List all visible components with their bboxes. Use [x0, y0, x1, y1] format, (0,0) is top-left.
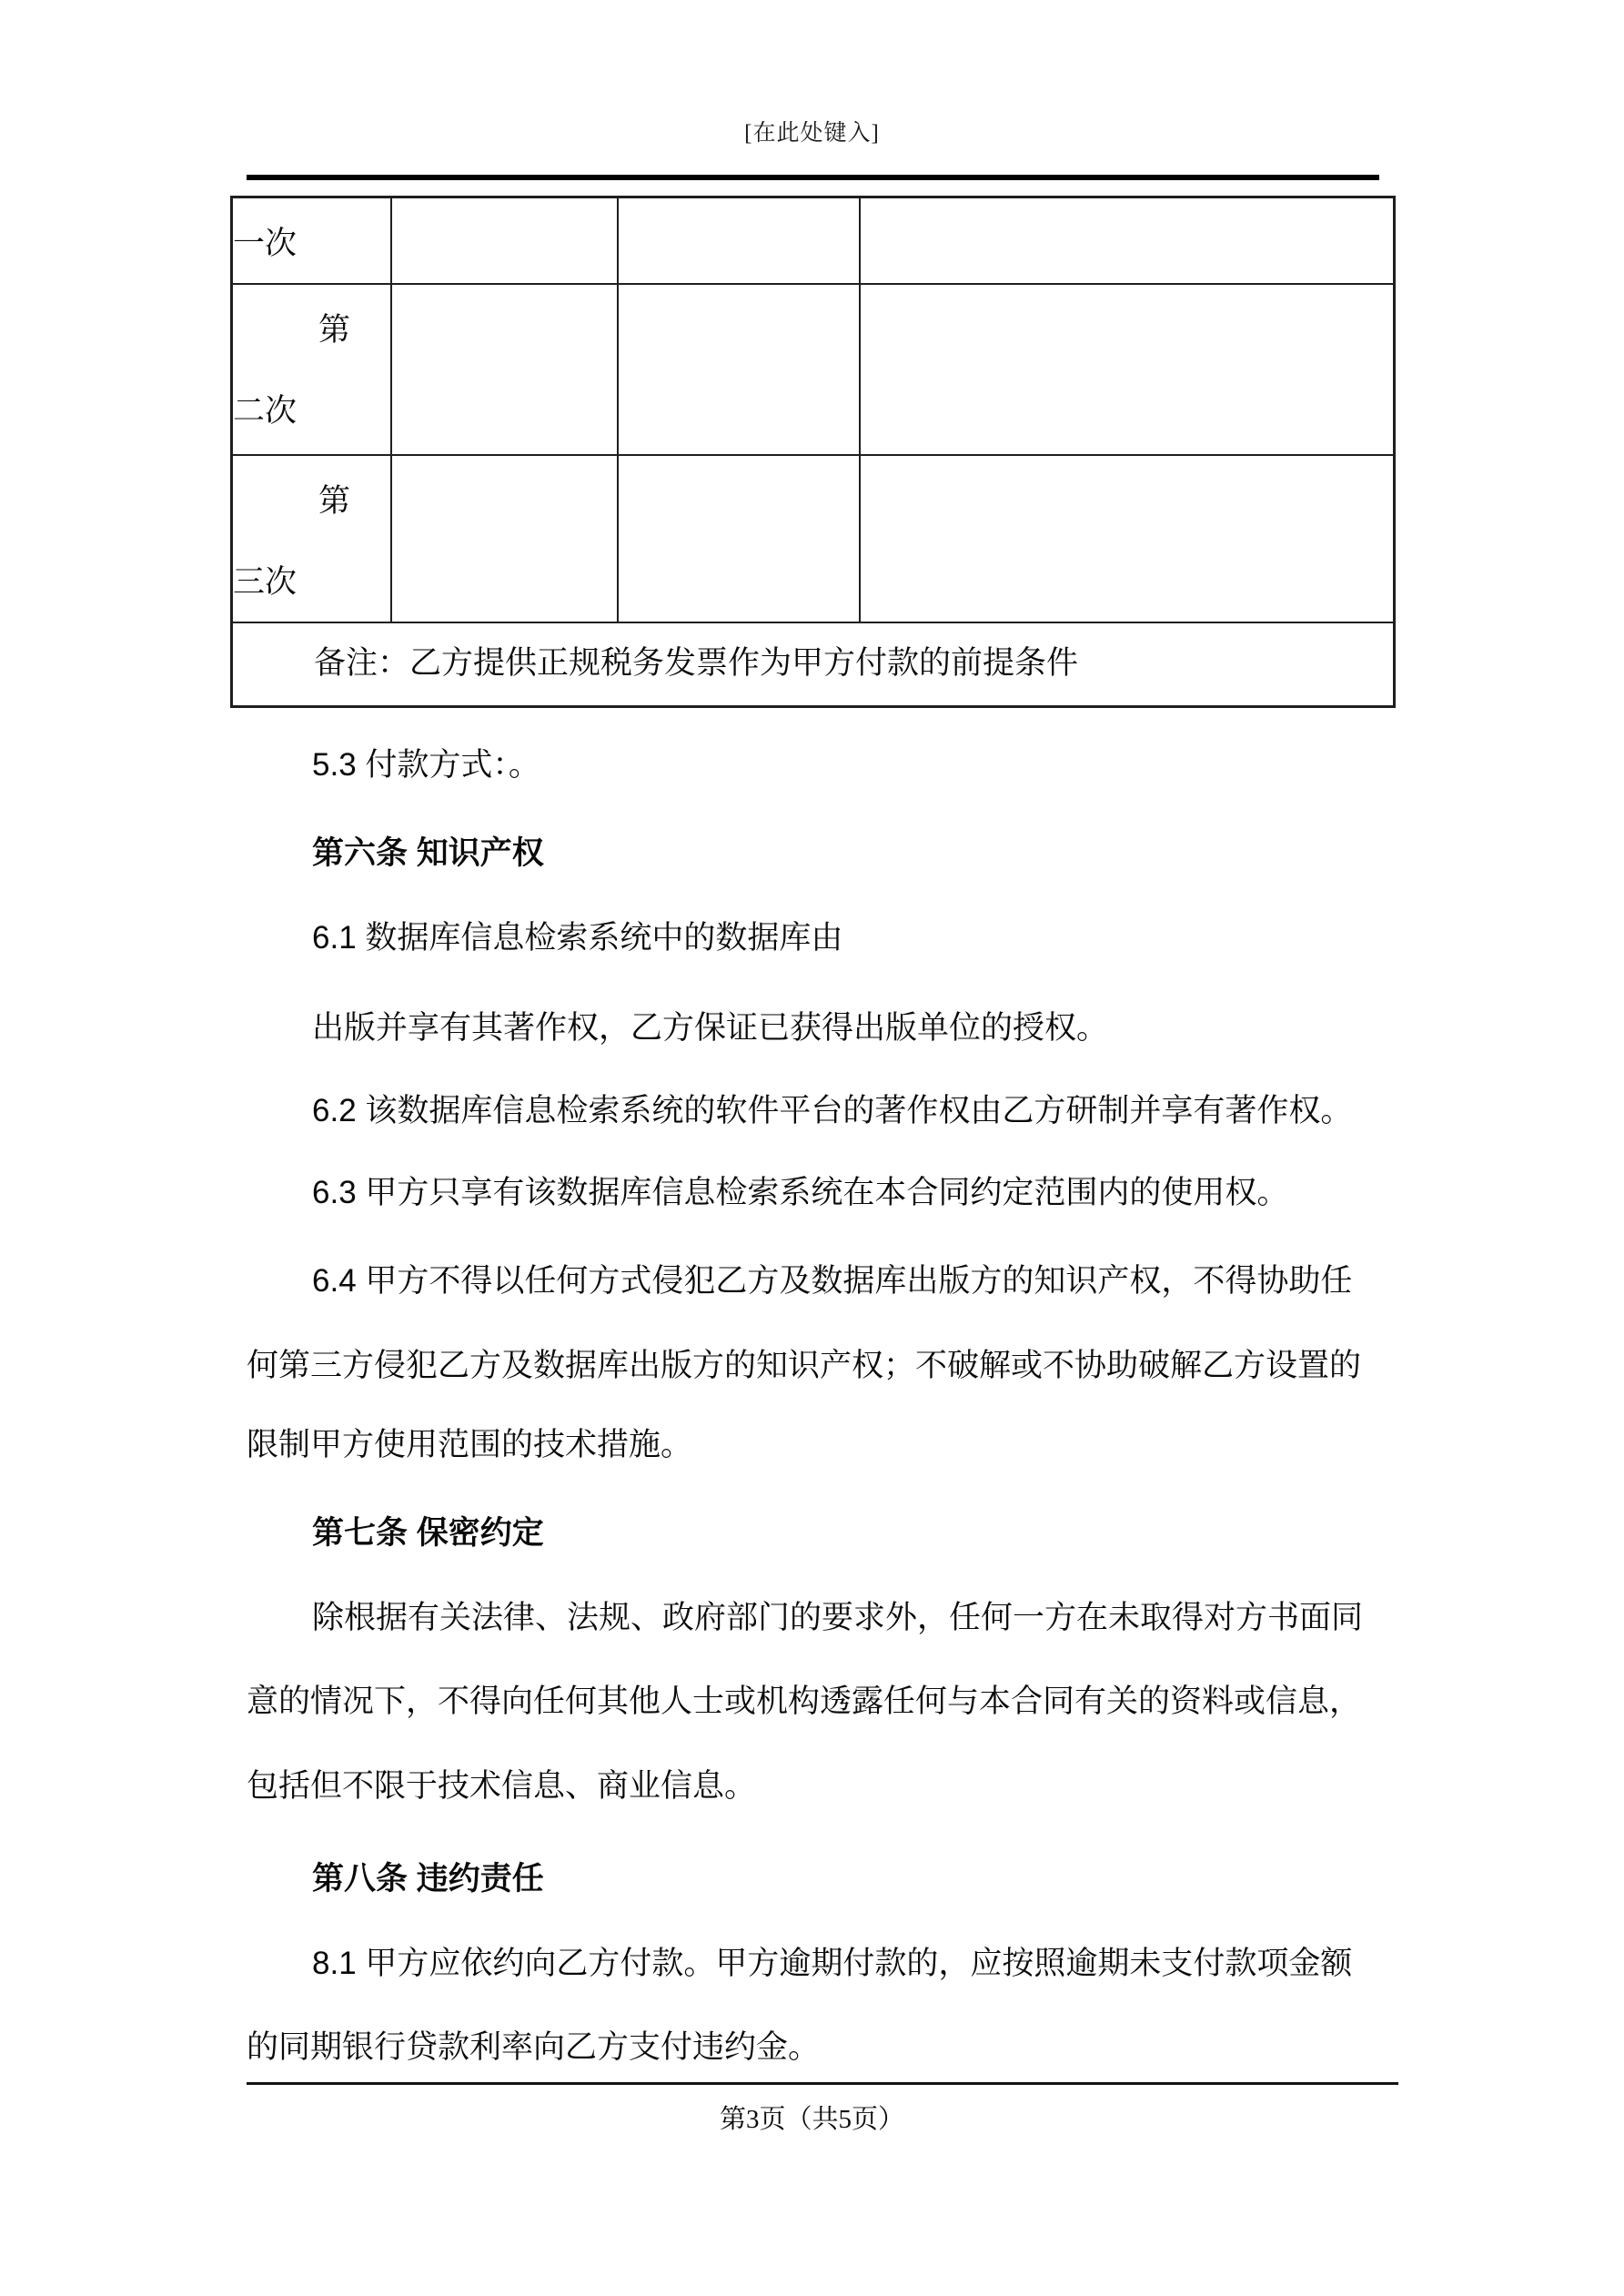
section-heading-8: 第八条 违约责任	[312, 1861, 544, 1896]
table-cell	[860, 197, 1395, 284]
clause-6-1-cont: 出版并享有其著作权，乙方保证已获得出版单位的授权。	[312, 1010, 1109, 1046]
row-label: 三次	[233, 563, 298, 600]
clause-7-cont: 意的情况下，不得向任何其他人士或机构透露任何与本合同有关的资料或信息，	[247, 1684, 1362, 1719]
clause-6-4-cont2: 限制甲方使用范围的技术措施。	[247, 1427, 693, 1462]
table-cell	[860, 455, 1395, 622]
row-label: 二次	[233, 392, 298, 429]
table-row-remark	[232, 622, 1395, 707]
header-placeholder: [在此处键入]	[744, 121, 880, 146]
clause-8-1-cont: 的同期银行贷款利率向乙方支付违约金。	[247, 2029, 821, 2065]
table-cell	[232, 197, 391, 284]
clause-6-4: 6.4 甲方不得以任何方式侵犯乙方及数据库出版方的知识产权，不得协助任	[312, 1263, 1353, 1299]
clause-7-text: 除根据有关法律、法规、政府部门的要求外，任何一方在未取得对方书面同	[312, 1600, 1364, 1635]
row-label: 第	[318, 482, 351, 519]
table-cell	[391, 197, 618, 284]
section-heading-7: 第七条 保密约定	[312, 1515, 544, 1551]
table-cell	[391, 455, 618, 622]
table-cell	[618, 197, 860, 284]
table-row	[232, 455, 1395, 622]
table-cell	[232, 455, 391, 622]
remark-cell: 备注：乙方提供正规税务发票作为甲方付款的前提条件	[232, 622, 1395, 707]
table-row	[232, 284, 1395, 455]
header-rule	[247, 175, 1379, 180]
clause-8-1: 8.1 甲方应依约向乙方付款。甲方逾期付款的，应按照逾期未支付款项金额	[312, 1946, 1353, 1981]
payment-schedule-table	[230, 196, 1396, 708]
footer-rule	[247, 2082, 1398, 2085]
row-label: 一次	[233, 226, 298, 261]
table-cell	[232, 284, 391, 455]
clause-6-4-cont: 何第三方侵犯乙方及数据库出版方的知识产权；不破解或不协助破解乙方设置的	[247, 1348, 1362, 1383]
clause-6-3: 6.3 甲方只享有该数据库信息检索系统在本合同约定范围内的使用权。	[312, 1175, 1289, 1210]
clause-6-2: 6.2 该数据库信息检索系统的软件平台的著作权由乙方研制并享有著作权。	[312, 1093, 1353, 1128]
clause-5-3: 5.3 付款方式：。	[312, 747, 540, 783]
table-cell	[391, 284, 618, 455]
clause-7-cont2: 包括但不限于技术信息、商业信息。	[247, 1768, 757, 1804]
clause-6-1: 6.1 数据库信息检索系统中的数据库由	[312, 920, 843, 956]
table-cell	[618, 455, 860, 622]
page-number: 第3页（共5页）	[719, 2105, 904, 2134]
table-cell	[618, 284, 860, 455]
table-row	[232, 197, 1395, 284]
section-heading-6: 第六条 知识产权	[312, 835, 544, 871]
table-cell	[860, 284, 1395, 455]
row-label: 第	[318, 311, 351, 348]
